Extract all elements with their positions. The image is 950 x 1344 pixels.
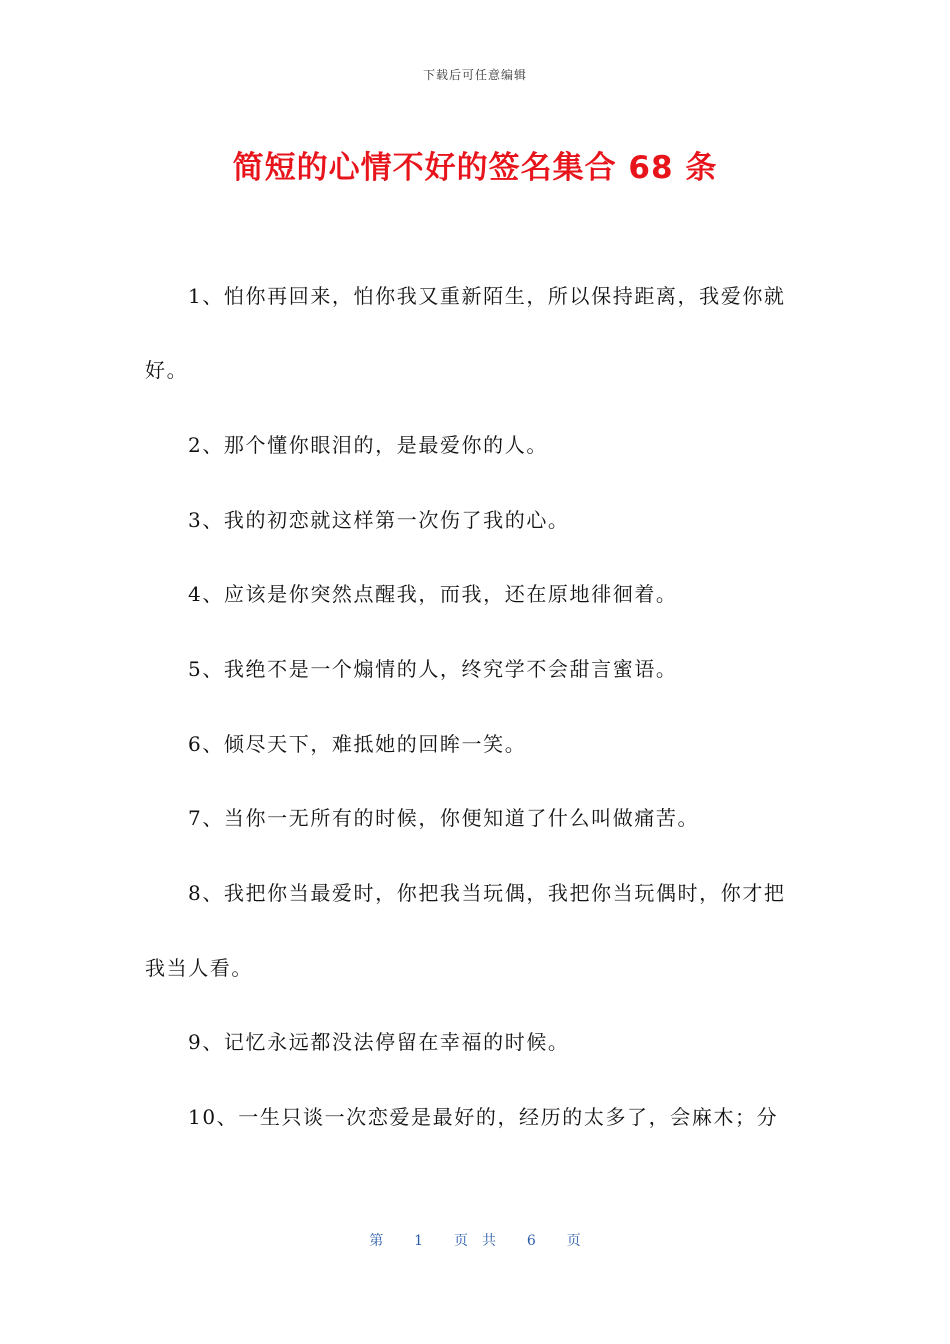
page-footer — [0, 1230, 950, 1250]
footer-total-pages: 6 — [526, 1233, 536, 1249]
document-title: 简短的心情不好的签名集合 68 条 — [232, 150, 718, 186]
footer-page-number: 1 — [414, 1233, 424, 1249]
paragraph-line: 1、怕你再回来，怕你我又重新陌生，所以保持距离，我爱你就 — [188, 284, 786, 308]
footer-page-mid: 页共 — [454, 1233, 510, 1249]
paragraph-line: 7、当你一无所有的时候，你便知道了什么叫做痛苦。 — [188, 806, 700, 830]
paragraph-line: 5、我绝不是一个煽情的人，终究学不会甜言蜜语。 — [188, 657, 678, 681]
footer-page-prefix: 第 — [369, 1233, 384, 1249]
paragraph-line: 10、一生只谈一次恋爱是最好的，经历的太多了，会麻木；分 — [188, 1105, 779, 1129]
paragraph-line: 我当人看。 — [145, 956, 253, 980]
paragraph-line: 8、我把你当最爱时，你把我当玩偶，我把你当玩偶时，你才把 — [188, 881, 786, 905]
paragraph-line: 9、记忆永远都没法停留在幸福的时候。 — [188, 1030, 570, 1054]
paragraph-line: 2、那个懂你眼泪的，是最爱你的人。 — [188, 433, 548, 457]
paragraph-line: 4、应该是你突然点醒我，而我，还在原地徘徊着。 — [188, 582, 678, 606]
paragraph-line: 6、倾尽天下，难抵她的回眸一笑。 — [188, 732, 527, 756]
footer-page-suffix: 页 — [566, 1233, 581, 1249]
paragraph-line: 3、我的初恋就这样第一次伤了我的心。 — [188, 508, 570, 532]
header-note: 下载后可任意编辑 — [422, 68, 527, 82]
paragraph-line: 好。 — [145, 358, 189, 382]
